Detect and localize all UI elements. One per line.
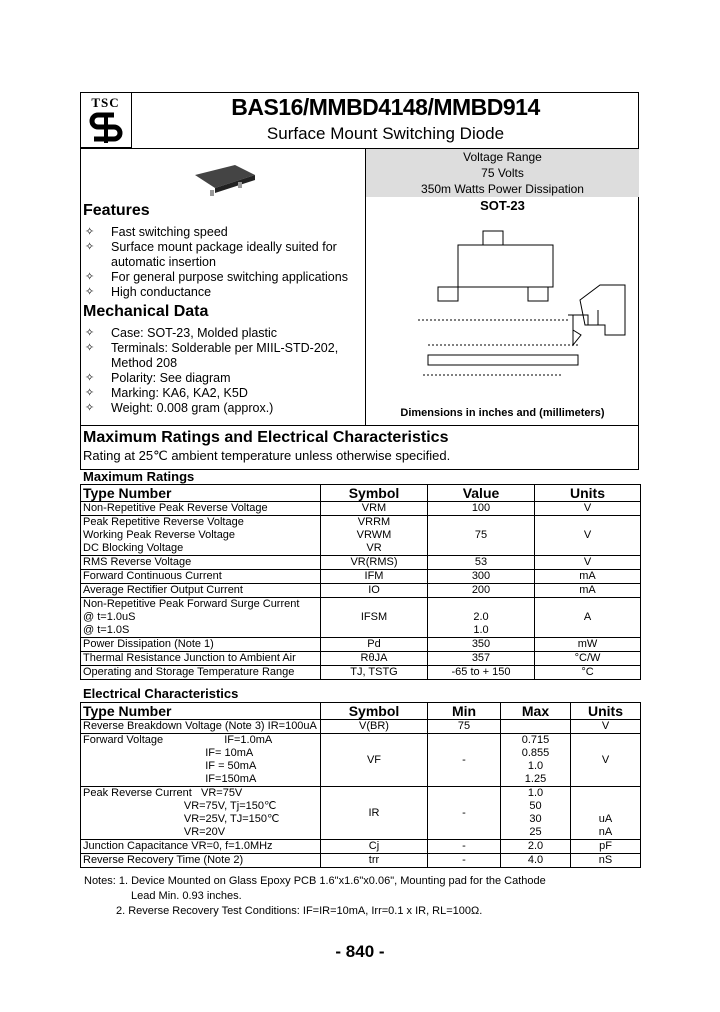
table-cell: 1.0 50 30 25 (501, 787, 571, 840)
table-cell: 4.0 (501, 854, 571, 868)
table-cell: V(BR) (321, 720, 428, 734)
table-cell: pF (571, 840, 641, 854)
column-header: Max (501, 703, 571, 720)
bullet-icon: ✧ (85, 271, 95, 283)
voltage-range-label: Voltage Range (463, 150, 542, 164)
table-cell: 200 (428, 584, 535, 598)
note-1: Notes: 1. Device Mounted on Glass Epoxy PCB 1.6"x1.6"x0.06", Mounting pad for the Cathode (84, 875, 546, 887)
table-row (81, 502, 641, 516)
list-item-text: For general purpose switching applications (111, 270, 348, 284)
electrical-heading: Electrical Characteristics (83, 686, 239, 701)
list-item (83, 240, 363, 270)
table-cell: 75 (428, 516, 535, 556)
table-cell: A (535, 598, 641, 638)
table-cell: Non-Repetitive Peak Forward Surge Current @ t=1.0uS @ t=1.0S (81, 598, 321, 638)
list-item (83, 326, 363, 341)
table-cell: -65 to + 150 (428, 666, 535, 680)
table-row (81, 516, 641, 556)
table-cell: - (428, 854, 501, 868)
list-item (83, 341, 363, 371)
column-header: Units (571, 703, 641, 720)
list-item (83, 225, 363, 240)
power-dissipation: 350m Watts Power Dissipation (421, 182, 584, 196)
list-item-text: Surface mount package ideally suited for automatic insertion (111, 240, 337, 269)
table-cell: °C/W (535, 652, 641, 666)
bullet-icon: ✧ (85, 372, 95, 384)
table-cell: Average Rectifier Output Current (81, 584, 321, 598)
table-cell: V (571, 734, 641, 787)
table-cell: Non-Repetitive Peak Reverse Voltage (81, 502, 321, 516)
table-cell: - (428, 840, 501, 854)
logo-text: TSC (91, 95, 120, 110)
logo-symbol-icon (88, 111, 124, 145)
ratings-heading: Maximum Ratings and Electrical Characteristics (83, 429, 449, 446)
specs-summary (366, 149, 639, 197)
table-cell: 300 (428, 570, 535, 584)
table-cell: V (535, 502, 641, 516)
list-item-text: Marking: KA6, KA2, K5D (111, 386, 248, 400)
table-cell (501, 720, 571, 734)
table-cell: Forward Voltage IF=1.0mA IF= 10mA IF = 50mA IF=150mA (81, 734, 321, 787)
table-row (81, 598, 641, 638)
page-title: BAS16/MMBD4148/MMBD914 (231, 94, 540, 120)
bullet-icon: ✧ (85, 387, 95, 399)
table-cell: Forward Continuous Current (81, 570, 321, 584)
list-item-text: Fast switching speed (111, 225, 228, 239)
table-cell: - (428, 787, 501, 840)
table-cell: Operating and Storage Temperature Range (81, 666, 321, 680)
voltage-value: 75 Volts (481, 166, 524, 180)
table-cell: 357 (428, 652, 535, 666)
bullet-icon: ✧ (85, 402, 95, 414)
table-cell: 2.0 (501, 840, 571, 854)
table-cell: nS (571, 854, 641, 868)
table-cell: VRRM VRWM VR (321, 516, 428, 556)
column-header: Value (428, 485, 535, 502)
column-header: Symbol (321, 485, 428, 502)
table-row (81, 570, 641, 584)
note-1-cont: Lead Min. 0.93 inches. (131, 890, 242, 902)
table-cell: V (535, 556, 641, 570)
table-cell: IFM (321, 570, 428, 584)
table-cell: 350 (428, 638, 535, 652)
table-cell: RMS Reverse Voltage (81, 556, 321, 570)
divider (80, 425, 639, 426)
table-cell: Pd (321, 638, 428, 652)
page-number: - 840 - (335, 942, 385, 961)
dimension-caption: Dimensions in inches and (millimeters) (400, 407, 605, 419)
table-cell: VR(RMS) (321, 556, 428, 570)
table-row (81, 556, 641, 570)
table-cell: uA nA (571, 787, 641, 840)
table-cell: VF (321, 734, 428, 787)
table-row (81, 840, 641, 854)
list-item-text: Polarity: See diagram (111, 371, 231, 385)
table-cell: Peak Reverse Current VR=75V VR=75V, Tj=150℃ VR=25V, TJ=150℃ VR=20V (81, 787, 321, 840)
table-cell: mA (535, 570, 641, 584)
table-cell: 0.715 0.855 1.0 1.25 (501, 734, 571, 787)
table-cell: VRM (321, 502, 428, 516)
features-section (83, 202, 363, 300)
table-row (81, 854, 641, 868)
list-item-text: Weight: 0.008 gram (approx.) (111, 401, 274, 415)
bullet-icon: ✧ (85, 241, 95, 253)
notes (84, 874, 546, 919)
page-subtitle: Surface Mount Switching Diode (266, 124, 505, 143)
table-header (81, 485, 641, 502)
list-item-text: Terminals: Solderable per MIIL-STD-202, Method 208 (111, 341, 339, 370)
table-row (81, 787, 641, 840)
table-cell: Power Dissipation (Note 1) (81, 638, 321, 652)
column-header: Type Number (81, 703, 321, 720)
table-cell: RθJA (321, 652, 428, 666)
package-dimension-drawing (418, 215, 638, 410)
features-heading: Features (83, 202, 150, 219)
table-cell: IR (321, 787, 428, 840)
column-header: Symbol (321, 703, 428, 720)
table-cell: Reverse Recovery Time (Note 2) (81, 854, 321, 868)
table-cell: 75 (428, 720, 501, 734)
list-item (83, 386, 363, 401)
list-item (83, 285, 363, 300)
list-item (83, 371, 363, 386)
package-name: SOT-23 (480, 198, 525, 213)
electrical-table (80, 702, 641, 868)
tsc-logo (80, 92, 132, 148)
table-row (81, 734, 641, 787)
note-2: 2. Reverse Recovery Test Conditions: IF=IR=10mA, Irr=0.1 x IR, RL=100Ω. (116, 905, 483, 917)
table-cell: trr (321, 854, 428, 868)
table-cell: mA (535, 584, 641, 598)
table-cell: °C (535, 666, 641, 680)
mechanical-heading: Mechanical Data (83, 303, 209, 320)
table-cell: 2.0 1.0 (428, 598, 535, 638)
mechanical-section (83, 303, 363, 416)
table-cell: TJ, TSTG (321, 666, 428, 680)
table-cell: 100 (428, 502, 535, 516)
bullet-icon: ✧ (85, 342, 95, 354)
table-cell: V (571, 720, 641, 734)
table-cell: V (535, 516, 641, 556)
table-cell: IO (321, 584, 428, 598)
table-row (81, 638, 641, 652)
table-cell: - (428, 734, 501, 787)
max-ratings-heading: Maximum Ratings (83, 469, 195, 484)
table-cell: Junction Capacitance VR=0, f=1.0MHz (81, 840, 321, 854)
table-row (81, 666, 641, 680)
package-photo (190, 160, 260, 205)
table-row (81, 652, 641, 666)
table-row (81, 584, 641, 598)
table-cell: Reverse Breakdown Voltage (Note 3) IR=100uA (81, 720, 321, 734)
bullet-icon: ✧ (85, 327, 95, 339)
table-cell: 53 (428, 556, 535, 570)
table-cell: Cj (321, 840, 428, 854)
list-item (83, 401, 363, 416)
ratings-subtitle: Rating at 25℃ ambient temperature unless otherwise specified. (83, 448, 451, 463)
list-item (83, 270, 363, 285)
column-header: Type Number (81, 485, 321, 502)
list-item-text: Case: SOT-23, Molded plastic (111, 326, 278, 340)
table-cell: Peak Repetitive Reverse Voltage Working Peak Reverse Voltage DC Blocking Voltage (81, 516, 321, 556)
column-header: Min (428, 703, 501, 720)
list-item-text: High conductance (111, 285, 212, 299)
table-cell: mW (535, 638, 641, 652)
column-header: Units (535, 485, 641, 502)
max-ratings-table (80, 484, 641, 680)
table-row (81, 720, 641, 734)
table-cell: Thermal Resistance Junction to Ambient Air (81, 652, 321, 666)
bullet-icon: ✧ (85, 226, 95, 238)
bullet-icon: ✧ (85, 286, 95, 298)
table-cell: IFSM (321, 598, 428, 638)
table-header (81, 703, 641, 720)
